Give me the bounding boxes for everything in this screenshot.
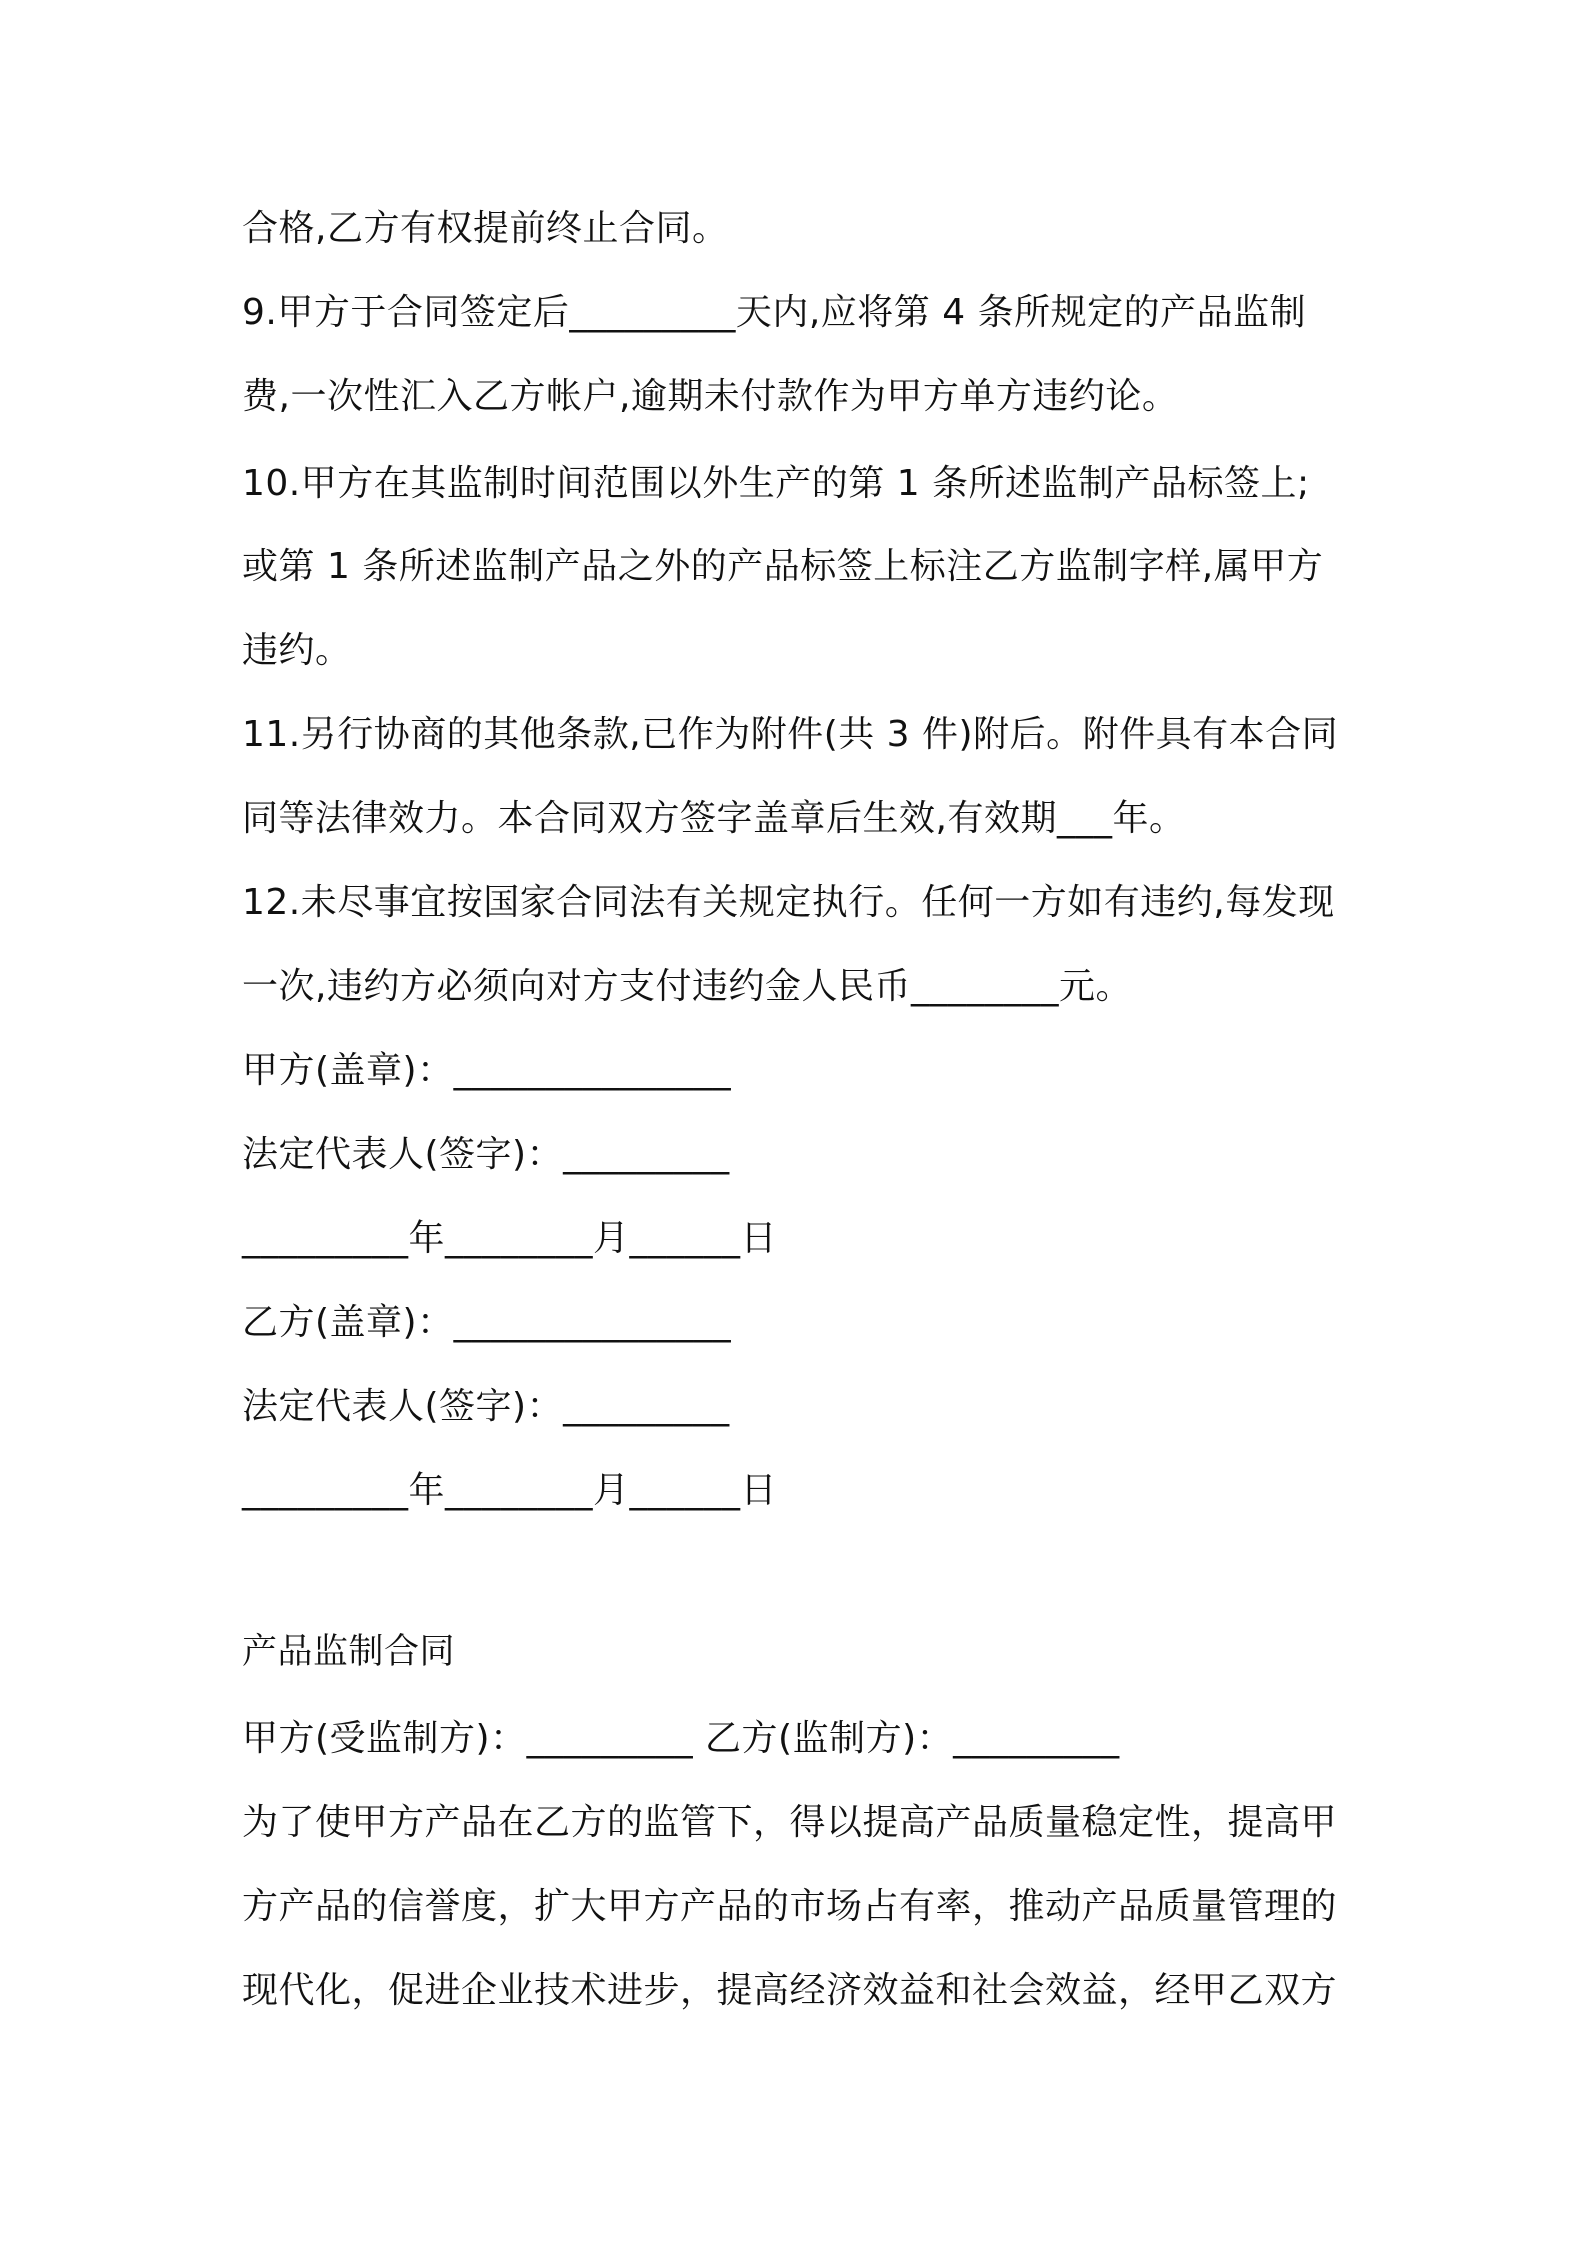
clause-12-line-1: 12.未尽事宜按国家合同法有关规定执行。任何一方如有违约,每发现 bbox=[242, 882, 1335, 923]
party-a-representative-line: 法定代表人(签字)：_________ bbox=[242, 1134, 730, 1175]
clause-9-line-2: 费,一次性汇入乙方帐户,逾期未付款作为甲方单方违约论。 bbox=[242, 376, 1179, 417]
preamble-line-2: 方产品的信誉度，扩大甲方产品的市场占有率，推动产品质量管理的 bbox=[242, 1886, 1338, 1927]
preamble-line-3: 现代化，促进企业技术进步，提高经济效益和社会效益，经甲乙双方 bbox=[242, 1970, 1338, 2011]
parties-line: 甲方(受监制方)：_________ 乙方(监制方)：_________ bbox=[242, 1718, 1120, 1759]
clause-10-line-2: 或第 1 条所述监制产品之外的产品标签上标注乙方监制字样,属甲方 bbox=[242, 546, 1324, 587]
party-b-date-line: _________年________月______日 bbox=[242, 1470, 777, 1511]
clause-12-line-2: 一次,违约方必须向对方支付违约金人民币________元。 bbox=[242, 966, 1132, 1007]
clause-10-line-1: 10.甲方在其监制时间范围以外生产的第 1 条所述监制产品标签上; bbox=[242, 463, 1310, 504]
clause-11-line-2: 同等法律效力。本合同双方签字盖章后生效,有效期___年。 bbox=[242, 798, 1186, 839]
party-a-date-line: _________年________月______日 bbox=[242, 1218, 777, 1259]
party-b-seal-line: 乙方(盖章)：_______________ bbox=[242, 1302, 732, 1343]
clause-10-line-3: 违约。 bbox=[242, 630, 352, 671]
preamble-line-1: 为了使甲方产品在乙方的监管下，得以提高产品质量稳定性，提高甲 bbox=[242, 1802, 1338, 1843]
clause-11-line-1: 11.另行协商的其他条款,已作为附件(共 3 件)附后。附件具有本合同 bbox=[242, 714, 1339, 755]
party-a-seal-line: 甲方(盖章)：_______________ bbox=[242, 1050, 732, 1091]
clause-9-line-1: 9.甲方于合同签定后_________天内,应将第 4 条所规定的产品监制 bbox=[242, 292, 1307, 333]
contract-title: 产品监制合同 bbox=[242, 1632, 456, 1672]
clause-8-continuation: 合格,乙方有权提前终止合同。 bbox=[242, 208, 729, 249]
party-b-representative-line: 法定代表人(签字)：_________ bbox=[242, 1386, 730, 1427]
